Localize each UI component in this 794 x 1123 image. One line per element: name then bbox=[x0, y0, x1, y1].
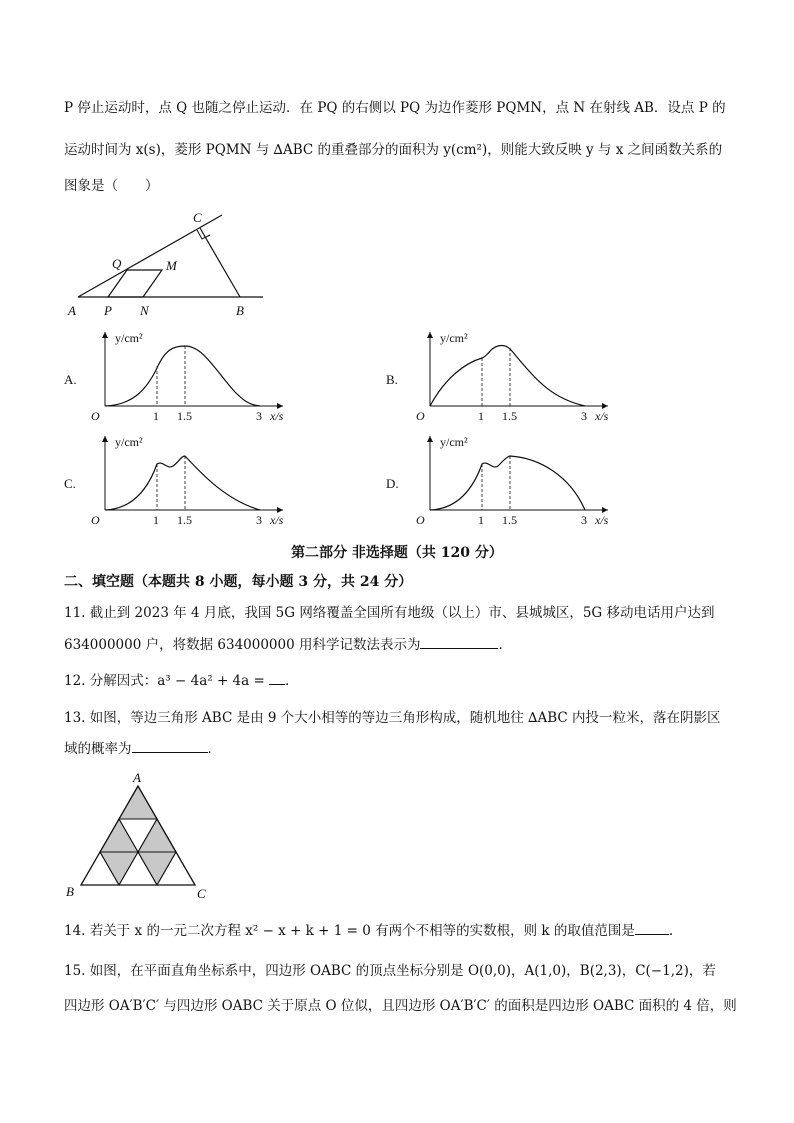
svg-text:3: 3 bbox=[256, 409, 262, 423]
q12-end: ． bbox=[285, 673, 299, 689]
svg-text:x/s: x/s bbox=[270, 513, 284, 527]
q15-line-1: 15. 如图，在平面直角坐标系中，四边形 OABC 的顶点坐标分别是 O(0,0)，A(1,0)，B(2,3)，C(−1,2)，若 bbox=[64, 963, 716, 979]
svg-text:B: B bbox=[66, 884, 74, 899]
q11-line-2-end: ． bbox=[498, 637, 512, 653]
label-M: M bbox=[166, 258, 177, 273]
q10-line-1: P 停止运动时，点 Q 也随之停止运动．在 PQ 的右侧以 PQ 为边作菱形 PQMN，点 N 在射线 AB．设点 P 的 bbox=[64, 100, 726, 116]
q11-line-1: 11. 截止到 2023 年 4 月底，我国 5G 网络覆盖全国所有地级（以上）市、县城城区，5G 移动电话用户达到 bbox=[64, 605, 715, 621]
svg-text:y/cm²: y/cm² bbox=[440, 435, 468, 449]
svg-text:x/s: x/s bbox=[270, 409, 284, 423]
svg-text:1: 1 bbox=[153, 409, 159, 423]
label-B: B bbox=[236, 303, 244, 318]
q15-line-2: 四边形 OA′B′C′ 与四边形 OABC 关于原点 O 位似，且四边形 OA′B′C′ 的面积是四边形 OABC 面积的 4 倍，则 bbox=[64, 998, 737, 1014]
option-b-graph bbox=[410, 328, 610, 423]
svg-text:y/cm²: y/cm² bbox=[440, 331, 468, 345]
q11-line-2-text: 634000000 户，将数据 634000000 用科学记数法表示为 bbox=[64, 637, 421, 653]
option-a-graph bbox=[85, 328, 285, 423]
q11-answer-blank[interactable] bbox=[420, 634, 498, 649]
q11-line-2 bbox=[64, 634, 512, 655]
q14-end: . bbox=[668, 923, 674, 939]
svg-text:x/s: x/s bbox=[595, 513, 609, 527]
svg-text:1: 1 bbox=[153, 513, 159, 527]
q13-triangle-figure bbox=[60, 768, 220, 903]
q13-answer-blank[interactable] bbox=[132, 738, 208, 753]
svg-text:O: O bbox=[416, 409, 425, 423]
q13-line-2-text: 域的概率为 bbox=[64, 741, 132, 757]
option-c-graph bbox=[85, 432, 285, 527]
svg-text:O: O bbox=[91, 409, 100, 423]
svg-text:3: 3 bbox=[256, 513, 262, 527]
q10-line-3: 图象是（ ） bbox=[64, 178, 159, 194]
option-b-letter[interactable]: B. bbox=[386, 372, 398, 387]
part2-title: 第二部分 非选择题（共 120 分） bbox=[291, 545, 503, 561]
q13-line-1: 13. 如图，等边三角形 ABC 是由 9 个大小相等的等边三角形构成，随机地往 ∆ABC 内投一粒米，落在阴影区 bbox=[64, 710, 721, 726]
option-d-letter[interactable]: D. bbox=[386, 476, 399, 491]
svg-text:y/cm²: y/cm² bbox=[115, 435, 143, 449]
option-c-letter[interactable]: C. bbox=[64, 476, 76, 491]
svg-text:A: A bbox=[133, 770, 141, 785]
svg-text:C: C bbox=[197, 886, 206, 901]
label-C: C bbox=[193, 210, 202, 225]
svg-text:3: 3 bbox=[581, 409, 587, 423]
label-P: P bbox=[104, 303, 112, 318]
svg-text:1.5: 1.5 bbox=[502, 513, 517, 527]
q12-line bbox=[64, 670, 299, 691]
svg-text:1: 1 bbox=[478, 513, 484, 527]
svg-text:3: 3 bbox=[581, 513, 587, 527]
q10-line-2: 运动时间为 x(s)，菱形 PQMN 与 ∆ABC 的重叠部分的面积为 y(cm²)，则能大致反映 y 与 x 之间函数关系的 bbox=[64, 142, 723, 158]
svg-text:1.5: 1.5 bbox=[177, 409, 192, 423]
svg-text:1.5: 1.5 bbox=[177, 513, 192, 527]
svg-text:1.5: 1.5 bbox=[502, 409, 517, 423]
q13-line-2 bbox=[64, 738, 221, 759]
svg-text:y/cm²: y/cm² bbox=[115, 331, 143, 345]
q14-text: 14. 若关于 x 的一元二次方程 x² − x + k + 1 = 0 有两个不相等的实数根，则 k 的取值范围是 bbox=[64, 923, 635, 939]
svg-text:O: O bbox=[416, 513, 425, 527]
section2-title: 二、填空题（本题共 8 小题，每小题 3 分，共 24 分） bbox=[64, 574, 413, 590]
q14-line bbox=[64, 920, 673, 941]
q12-answer-blank[interactable] bbox=[269, 670, 285, 685]
label-Q: Q bbox=[112, 256, 122, 271]
q13-line-2-end: ． bbox=[207, 741, 221, 757]
svg-text:x/s: x/s bbox=[595, 409, 609, 423]
option-a-letter[interactable]: A. bbox=[64, 372, 77, 387]
label-A: A bbox=[68, 303, 76, 318]
q12-text: 12. 分解因式：a³ − 4a² + 4a = bbox=[64, 673, 270, 689]
label-N: N bbox=[140, 303, 149, 318]
triangle-figure bbox=[60, 205, 280, 320]
q14-answer-blank[interactable] bbox=[635, 920, 669, 935]
svg-text:1: 1 bbox=[478, 409, 484, 423]
svg-text:O: O bbox=[91, 513, 100, 527]
option-d-graph bbox=[410, 432, 610, 527]
